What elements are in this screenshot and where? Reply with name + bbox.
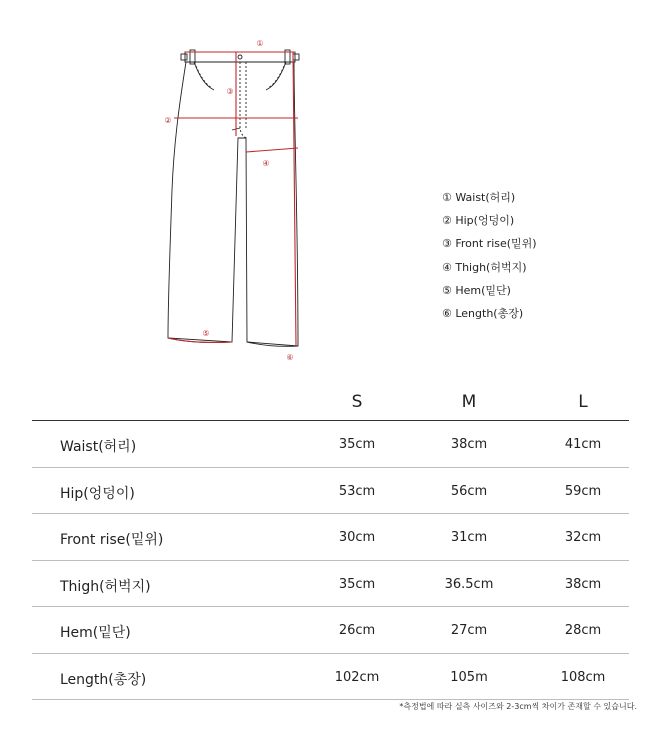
- row-label: Hem(밑단): [60, 625, 131, 641]
- marker-length: ⑥: [286, 353, 294, 362]
- cell-m: 105m: [450, 669, 488, 685]
- cell-l: 59cm: [564, 483, 602, 499]
- legend-item-length: ⑥ Length(총장): [442, 307, 524, 321]
- pants-waistband: [185, 52, 295, 62]
- pants-measurement-diagram: [150, 30, 320, 370]
- cell-m: 36.5cm: [444, 576, 494, 592]
- measurement-note: *측정법에 따라 실측 사이즈와 2-3cm씩 차이가 존재할 수 있습니다.: [399, 702, 637, 711]
- row-label: Front rise(밑위): [60, 532, 164, 548]
- legend-item-hip: ② Hip(엉덩이): [442, 214, 515, 228]
- cell-m: 38cm: [450, 437, 488, 452]
- cell-s: 102cm: [334, 669, 380, 685]
- cell-s: 26cm: [338, 623, 376, 638]
- legend-item-hem: ⑤ Hem(밑단): [442, 283, 511, 297]
- cell-l: 41cm: [564, 437, 602, 452]
- size-header-s: S: [351, 392, 363, 412]
- cell-l: 28cm: [564, 623, 602, 638]
- cell-m: 31cm: [450, 530, 488, 545]
- legend-item-front-rise: ③ Front rise(밑위): [442, 237, 537, 251]
- marker-waist: ①: [256, 39, 264, 48]
- cell-s: 35cm: [338, 576, 376, 592]
- cell-m: 56cm: [450, 483, 488, 499]
- cell-s: 53cm: [338, 483, 376, 499]
- legend-item-waist: ① Waist(허리): [442, 191, 516, 204]
- row-label: Length(총장): [60, 671, 147, 688]
- marker-hip: ②: [164, 116, 172, 125]
- marker-thigh: ④: [262, 159, 270, 168]
- size-table: [32, 380, 629, 700]
- cell-s: 30cm: [338, 530, 376, 545]
- table-row-length: [32, 654, 629, 701]
- row-label: Hip(엉덩이): [60, 485, 135, 502]
- cell-m: 27cm: [450, 623, 488, 638]
- table-row-hem: [32, 607, 629, 654]
- cell-s: 35cm: [338, 437, 376, 452]
- table-row-waist: [32, 421, 629, 468]
- cell-l: 32cm: [564, 530, 602, 545]
- table-row-front-rise: [32, 514, 629, 561]
- pants-outline: [168, 62, 298, 346]
- size-table-header: [32, 380, 629, 421]
- row-label: Thigh(허벅지): [60, 578, 151, 595]
- cell-l: 38cm: [564, 576, 602, 592]
- row-label: Waist(허리): [60, 439, 137, 455]
- size-header-l: L: [578, 392, 588, 412]
- measurement-legend: [442, 186, 537, 325]
- size-header-m: M: [461, 392, 477, 412]
- legend-item-thigh: ④ Thigh(허벅지): [442, 260, 527, 274]
- table-row-thigh: [32, 561, 629, 608]
- cell-l: 108cm: [560, 669, 606, 685]
- table-row-hip: [32, 468, 629, 515]
- thigh-line: [246, 148, 298, 152]
- marker-front-rise: ③: [226, 87, 234, 96]
- marker-hem: ⑤: [202, 329, 210, 338]
